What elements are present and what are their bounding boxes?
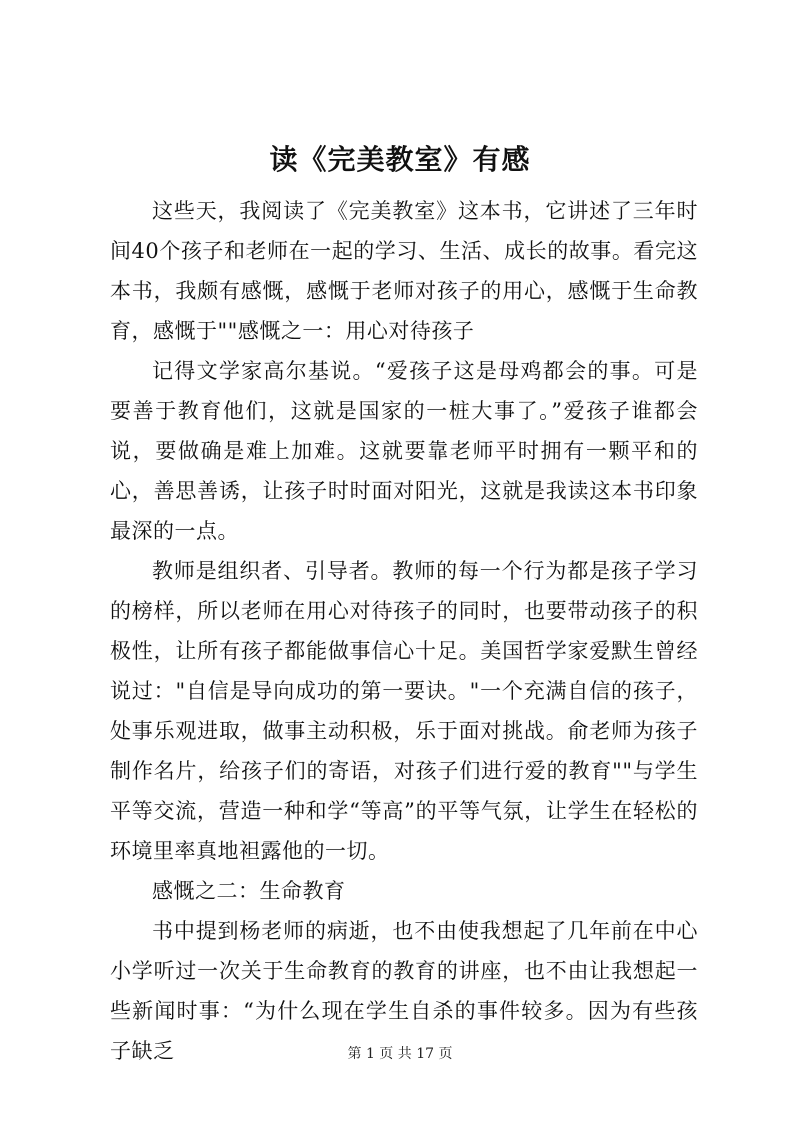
page-footer: 第 1 页 共 17 页 xyxy=(347,1046,453,1062)
paragraph-teacher-role: 教师是组织者、引导者。教师的每一个行为都是孩子学习的榜样，所以老师在用心对待孩子的同时，也要带动孩子的积极性，让所有孩子都能做事信心十足。美国哲学家爱默生曾经说过："自信是导向成功的第一要诀。"一个充满自信的孩子，处事乐观进取，做事主动积极，乐于面对挑战。俞老师为孩子制作名片，给孩子们的寄语，对孩子们进行爱的教育""与学生平等交流，营造一种和学“等高”的平等气氛，让学生在轻松的环境里率真地袒露他的一切。 xyxy=(110,559,698,863)
document-title: 读《完美教室》有感 xyxy=(269,143,531,176)
section-heading-life-education: 感慨之二：生命教育 xyxy=(152,879,346,903)
paragraph-gorky-quote: 记得文学家高尔基说。“爱孩子这是母鸡都会的事。可是要善于教育他们，这就是国家的一桩大事了。”爱孩子谁都会说，要做确是难上加难。这就要靠老师平时拥有一颗平和的心，善思善诱，让孩子时时面对阳光，这就是我读这本书印象最深的一点。 xyxy=(110,359,698,543)
paragraph-life-education: 书中提到杨老师的病逝，也不由使我想起了几年前在中心小学听过一次关于生命教育的教育的讲座，也不由让我想起一些新闻时事：“为什么现在学生自杀的事件较多。因为有些孩子缺乏 xyxy=(110,919,698,1063)
paragraph-intro: 这些天，我阅读了《完美教室》这本书，它讲述了三年时间40个孩子和老师在一起的学习、生活、成长的故事。看完这本书，我颇有感慨，感慨于老师对孩子的用心，感慨于生命教育，感慨于""感慨之一：用心对待孩子 xyxy=(110,199,698,343)
document-body xyxy=(110,191,698,1071)
